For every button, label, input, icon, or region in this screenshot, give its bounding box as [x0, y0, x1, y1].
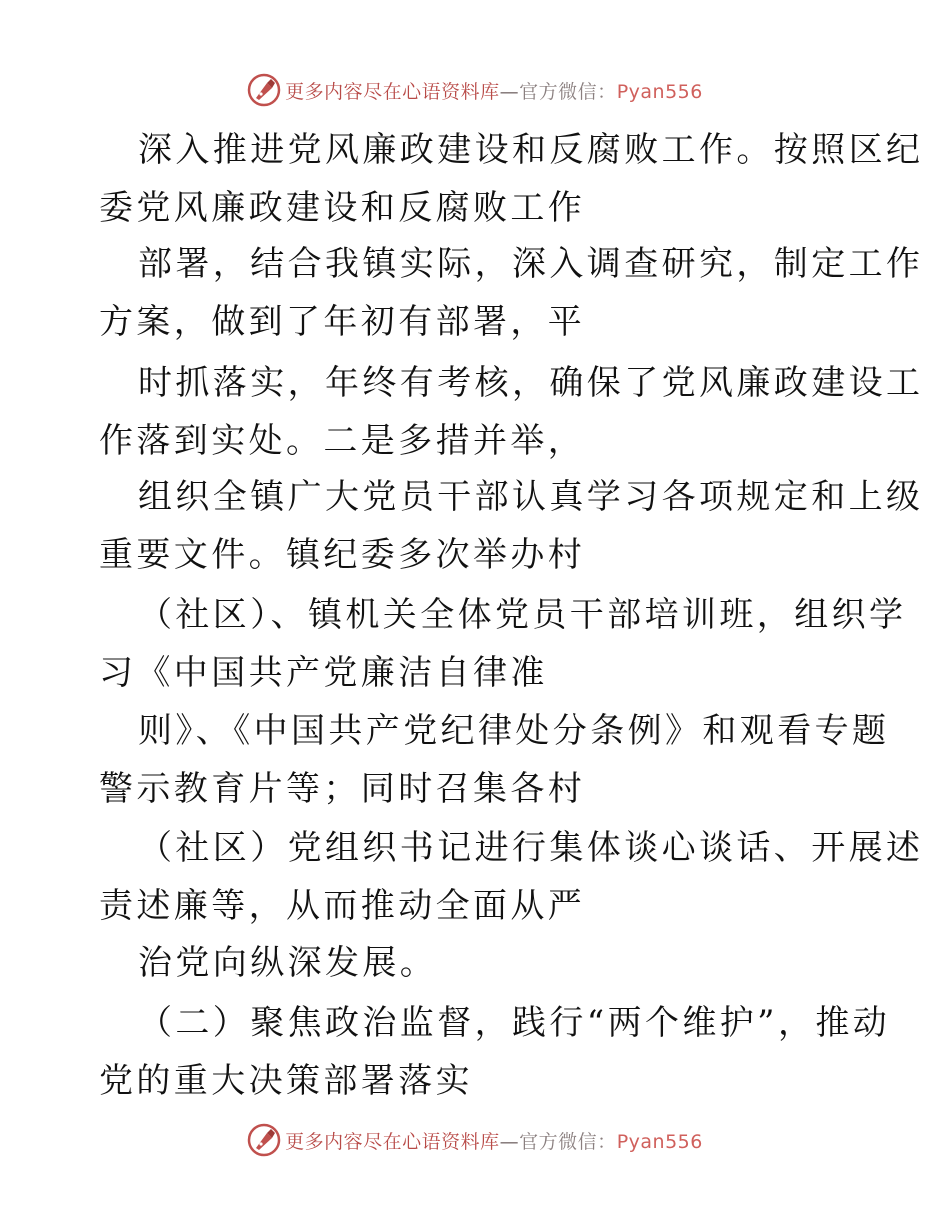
text-line: 时抓落实，年终有考核，确保了党风廉政建设工: [138, 363, 924, 403]
pen-nib-logo-icon: [247, 1123, 281, 1157]
watermark-wechat-id: Pyan556: [616, 80, 703, 103]
text-line: （社区）、镇机关全体党员干部培训班，组织学: [138, 595, 907, 635]
watermark-wechat-id: Pyan556: [616, 1130, 703, 1153]
text-line: （二）聚焦政治监督，践行“两个维护”，推动: [138, 1003, 891, 1043]
watermark-separator: —: [499, 1130, 520, 1153]
text-line: （社区）党组织书记进行集体谈心谈话、开展述: [138, 828, 924, 868]
watermark-wechat-label: 官方微信：: [519, 80, 617, 103]
watermark-brand: 更多内容尽在心语资料库: [285, 80, 500, 103]
text-line: 深入推进党风廉政建设和反腐败工作。按照区纪: [138, 130, 924, 170]
watermark-brand: 更多内容尽在心语资料库: [285, 1130, 500, 1153]
header-watermark: [0, 70, 950, 110]
watermark-text: [285, 1127, 703, 1154]
pen-nib-logo-icon: [247, 73, 281, 107]
text-line: 党的重大决策部署落实: [99, 1061, 473, 1101]
text-line: 组织全镇广大党员干部认真学习各项规定和上级: [138, 477, 924, 517]
text-line: 部署，结合我镇实际，深入调查研究，制定工作: [138, 244, 924, 284]
watermark-separator: —: [499, 80, 520, 103]
text-line: 作落到实处。二是多措并举，: [99, 421, 586, 461]
text-line: 责述廉等，从而推动全面从严: [99, 886, 586, 926]
text-line: 习《中国共产党廉洁自律准: [99, 653, 548, 693]
text-line: 重要文件。镇纪委多次举办村: [99, 535, 586, 575]
text-line: 警示教育片等；同时召集各村: [99, 769, 586, 809]
text-line: 则》、《中国共产党纪律处分条例》和观看专题: [138, 711, 890, 751]
watermark-wechat-label: 官方微信：: [519, 1130, 617, 1153]
footer-watermark: [0, 1120, 950, 1160]
text-line: 委党风廉政建设和反腐败工作: [99, 188, 586, 228]
watermark-text: [285, 77, 703, 104]
text-line: 治党向纵深发展。: [138, 943, 438, 983]
text-line: 方案，做到了年初有部署，平: [99, 302, 586, 342]
